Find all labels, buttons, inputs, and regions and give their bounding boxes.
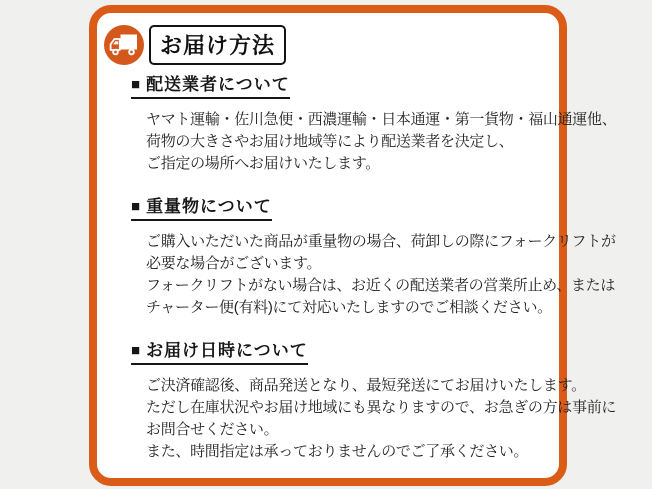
delivery-info-panel bbox=[89, 5, 617, 486]
body-text-line: ご決済確認後、商品発送となり、最短発送にてお届けいたします。 bbox=[146, 377, 586, 394]
section-body bbox=[146, 375, 617, 463]
body-text-line: フォークリフトがない場合は、お近くの配送業者の営業所止め、または bbox=[146, 277, 616, 294]
section-heavy-items bbox=[104, 192, 616, 319]
square-bullet-icon: ■ bbox=[131, 342, 142, 359]
square-bullet-icon: ■ bbox=[131, 76, 142, 93]
body-text-line: 荷物の大きさやお届け地域等により配送業者を決定し、 bbox=[146, 133, 514, 150]
body-text-line: ヤマト運輸・佐川急便・西濃運輸・日本通運・第一貨物・福山通運他、 bbox=[146, 111, 617, 128]
section-heading bbox=[131, 336, 308, 365]
panel-content bbox=[97, 13, 617, 463]
body-text-line: 必要な場合がございます。 bbox=[146, 255, 322, 272]
body-text-line: ご購入いただいた商品が重量物の場合、荷卸しの際にフォークリフトが bbox=[146, 233, 616, 250]
section-heading bbox=[131, 192, 272, 221]
truck-icon bbox=[104, 25, 144, 65]
body-text-line: チャーター便(有料)にて対応いたしますのでご相談ください。 bbox=[146, 299, 552, 316]
section-delivery-date bbox=[104, 336, 617, 463]
section-carriers bbox=[104, 70, 617, 175]
page-title bbox=[149, 25, 286, 65]
body-text-line: ただし在庫状況やお届け地域にも異なりますので、お急ぎの方は事前に bbox=[146, 399, 617, 416]
square-bullet-icon: ■ bbox=[131, 198, 142, 215]
section-heading bbox=[131, 70, 290, 99]
section-body bbox=[146, 109, 617, 175]
section-heading-text: 重量物について bbox=[146, 197, 272, 216]
page-title-text: お届け方法 bbox=[160, 33, 276, 58]
body-text-line: お問合せください。 bbox=[146, 421, 279, 438]
panel-header bbox=[104, 25, 547, 65]
section-heading-text: お届け日時について bbox=[146, 341, 308, 360]
body-text-line: ご指定の場所へお届けいたします。 bbox=[146, 155, 381, 172]
section-heading-text: 配送業者について bbox=[146, 75, 290, 94]
body-text-line: また、時間指定は承っておりませんのでご了承ください。 bbox=[146, 443, 529, 460]
section-body bbox=[146, 231, 616, 319]
